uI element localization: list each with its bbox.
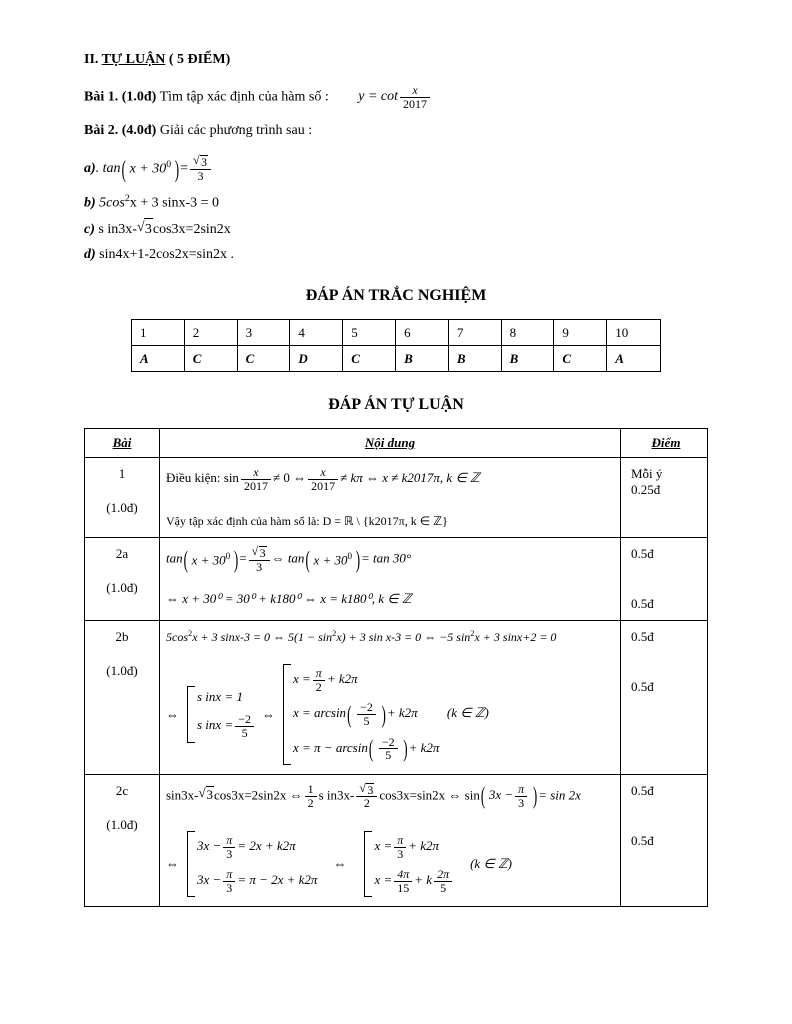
tn-ans-9: C: [554, 346, 607, 372]
row1-frac1-num: x: [253, 465, 259, 480]
row2c-diem1: 0.5đ: [631, 782, 654, 798]
row2b-line1: [166, 629, 614, 645]
row2c-left-1-num: π: [226, 832, 233, 847]
row1-diem: [621, 458, 708, 538]
row2c-iff: ⇔: [166, 856, 179, 872]
row2c-frac2-den: 2: [356, 796, 377, 810]
row2a-paren2: [304, 551, 361, 568]
row2c-bai-point: (1.0đ): [106, 816, 138, 832]
section-rest: ( 5 ĐIỂM): [165, 52, 231, 67]
item-d-tag: d): [84, 247, 96, 263]
row2b-right-2-pre: x = arcsin: [293, 705, 347, 721]
row2c-left-1-pre: 3x −: [197, 838, 222, 854]
row2c-right-2-num: 4π: [397, 867, 410, 882]
row2c-sqrt1: [199, 786, 215, 803]
row2b-system: [166, 663, 614, 766]
item-c-sqrt: [137, 218, 153, 240]
row2b-right-1: [293, 663, 489, 697]
row2a-diem2: 0.5đ: [631, 596, 654, 612]
row1-l1-post: ≠ kπ ⇔ x ≠ k2017π, k ∈ ℤ: [340, 470, 480, 486]
row2b-bai-point: (1.0đ): [106, 663, 138, 679]
tn-ans-5: C: [343, 346, 396, 372]
tn-ans-10: A: [607, 346, 661, 372]
bai1-frac-num: x: [412, 83, 418, 97]
row2b-l1-end: x + 3 sinx+2 = 0: [474, 630, 557, 645]
row2b-right-3-paren: [368, 736, 409, 762]
row2c-frac2: [356, 783, 377, 810]
row2b-left-2-den: 5: [235, 726, 254, 740]
row2c-left-2: [197, 864, 317, 898]
table-row: [85, 774, 708, 907]
tu-luan-title: ĐÁP ÁN TỰ LUẬN: [328, 396, 464, 414]
tn-num-3: 3: [237, 320, 290, 346]
row2c-right-1: [374, 830, 454, 864]
item-a-fraction: [190, 155, 211, 182]
item-c-tag: c): [84, 222, 95, 238]
row1-bai-point: (1.0đ): [106, 500, 138, 516]
trac-nghiem-table: [131, 319, 661, 372]
row2c-right-1-post: + k2π: [408, 838, 440, 854]
section-underline-text: TỰ LUẬN: [101, 52, 166, 67]
row1-frac1-den: 2017: [241, 479, 271, 493]
row2b-left-2-num: −2: [238, 712, 251, 727]
row2b-right-3-post: + k2π: [408, 739, 440, 755]
item-b-rest: x + 3 sinx-3 = 0: [129, 196, 220, 212]
row2b-left-lines: [197, 685, 256, 743]
tn-num-1: 1: [132, 320, 185, 346]
row2c-content: [160, 774, 621, 907]
item-b-sup: 2: [124, 193, 130, 205]
row2b-right-3-den: 5: [379, 748, 398, 762]
row2b-content: [160, 621, 621, 775]
row2c-root2: 3: [367, 782, 374, 797]
row2b-l1-mid: x + 3 sinx-3 = 0 ⇔ 5(1 − sin: [192, 630, 333, 645]
row2b-l1-mid2: x) + 3 sin x-3 = 0 ⇔ −5 sin: [336, 630, 471, 645]
tn-num-9: 9: [554, 320, 607, 346]
row2c-right-2-num2: 2π: [437, 867, 450, 882]
row2a-diem: [621, 538, 708, 621]
row2c-line1: [166, 783, 614, 810]
row2c-right-1-pre: x =: [374, 838, 393, 854]
row2a-bai-point: (1.0đ): [106, 580, 138, 596]
tn-num-7: 7: [448, 320, 501, 346]
row2b-iff2: ⇔: [262, 706, 275, 722]
row2c-arg-pre: 3x −: [488, 787, 514, 803]
row2b-sup2: 2: [332, 629, 337, 639]
row1-bai: [85, 458, 160, 538]
row2a-paren1: [183, 551, 240, 568]
row2a-root: 3: [259, 546, 266, 561]
row2b-l1-pre: 5cos: [166, 630, 188, 645]
item-c-pre: s in3x-: [98, 222, 137, 238]
col-header-noi-dung: Nội dung: [160, 429, 621, 458]
row2b-right-3: [293, 732, 489, 766]
row2b-left-2-pre: s inx =: [197, 717, 234, 733]
bai1-text: Tìm tập xác định của hàm số :: [156, 89, 329, 105]
table-row-answers: [132, 346, 661, 372]
bai1-formula-lhs: y = cot: [358, 89, 398, 105]
section-heading: [84, 52, 708, 68]
row2a-content: [160, 538, 621, 621]
row1-line2: Vậy tập xác định của hàm số là: D = ℝ \ {k2017π, k ∈ ℤ}: [166, 514, 448, 529]
row2b-diem: [621, 621, 708, 775]
row2c-left-2-den: 3: [223, 881, 235, 895]
item-a: [84, 155, 708, 182]
item-a-arg: x + 30: [129, 161, 167, 177]
row2b-right-1-num: π: [315, 666, 322, 681]
bai2-text: Giải các phương trình sau :: [156, 123, 313, 139]
row1-l1-mid: ≠ 0 ⇔: [272, 470, 307, 486]
row2c-iff2: ⇔: [333, 856, 347, 872]
table-row: [85, 621, 708, 775]
row2b-diem1: 0.5đ: [631, 629, 654, 645]
row2c-l1-mid2: s in3x-: [318, 787, 355, 803]
row2b-left-bracket: [185, 685, 256, 743]
row2c-bai-number: 2c: [115, 782, 129, 798]
table-row-numbers: [132, 320, 661, 346]
tn-num-2: 2: [184, 320, 237, 346]
row2b-sup3: 2: [470, 629, 475, 639]
item-b-text: 5cos: [99, 196, 125, 212]
tn-ans-1: A: [132, 346, 185, 372]
item-a-root: 3: [201, 155, 208, 170]
row2b-right-2-num: ( −2: [360, 700, 373, 715]
row2b-bai-number: 2b: [115, 629, 129, 645]
row2b-cond: (k ∈ ℤ): [446, 705, 489, 721]
bai1-score: . (1.0đ): [114, 89, 157, 105]
row2b-right-1-post: + k2π: [326, 671, 358, 687]
row2b-right-1-den: 2: [313, 680, 325, 694]
tn-ans-8: B: [501, 346, 554, 372]
row2a-l1-end: = tan 30°: [361, 550, 412, 566]
row2c-left-1-den: 3: [223, 847, 235, 861]
row2c-left-2-pre: 3x −: [197, 872, 222, 888]
row2a-sup2: 0: [347, 551, 353, 562]
row2c-diem: [621, 774, 708, 907]
row1-content: [160, 458, 621, 538]
item-a-frac-den: 3: [190, 169, 211, 183]
tu-luan-table: [84, 428, 708, 907]
row2b-bai: [85, 621, 160, 775]
tn-ans-2: C: [184, 346, 237, 372]
row2c-right-2-den2: 5: [434, 881, 452, 895]
row2a-line2: ⇔ x + 30⁰ = 30⁰ + k180⁰ ⇔ x = k180⁰, k ∈ ℤ: [166, 591, 412, 607]
row1-bai-number: 1: [118, 466, 126, 482]
trac-nghiem-title: ĐÁP ÁN TRẮC NGHIỆM: [305, 287, 487, 305]
tn-num-5: 5: [343, 320, 396, 346]
tn-ans-4: D: [290, 346, 343, 372]
row2b-right-lines: [293, 663, 489, 766]
row2c-right-bracket: [362, 830, 454, 898]
row2c-left-lines: [197, 830, 317, 898]
row2b-left-2-frac: [235, 713, 254, 739]
row1-diem2: 0.25đ: [631, 482, 661, 498]
row1-diem1: Mỗi ý: [631, 466, 663, 482]
tn-num-10: 10: [607, 320, 661, 346]
row1-line1: [166, 466, 614, 492]
col-header-bai: Bài: [85, 429, 160, 458]
item-d: [84, 244, 708, 265]
row2c-arg-num: π: [518, 782, 525, 797]
row2c-l1-mid3: cos3x=sin2x ⇔ sin: [379, 787, 480, 803]
row2c-right-1-num: π: [397, 832, 404, 847]
item-b-tag: b): [84, 196, 96, 212]
row2a-frac: [249, 546, 270, 573]
item-a-lhs: . tan: [95, 161, 121, 176]
row2c-arg-den: 3: [515, 796, 527, 810]
item-a-sup: 0: [166, 158, 172, 170]
bai2-line: [84, 120, 708, 141]
row2c-right-2-pre: x =: [374, 872, 393, 888]
item-a-paren: [121, 158, 181, 180]
item-d-text: sin4x+1-2cos2x=sin2x .: [99, 247, 234, 263]
tn-ans-6: B: [396, 346, 449, 372]
row2a-sup1: 0: [225, 551, 231, 562]
row2c-cond: (k ∈ ℤ): [470, 856, 513, 872]
row2b-right-bracket: [281, 663, 489, 766]
row2c-right-1-den: 3: [394, 847, 406, 861]
row2a-arg1: x + 30: [191, 552, 226, 568]
row2a-line1: [166, 546, 614, 573]
row2c-frac1: [305, 783, 317, 809]
row2c-l1-pre: sin3x-: [166, 787, 199, 803]
bai2-score: . (4.0đ): [114, 123, 157, 139]
bai2-label: Bài 2: [84, 123, 115, 139]
tn-num-6: 6: [396, 320, 449, 346]
row2b-left-1: s inx = 1: [197, 689, 243, 705]
row2a-diem1: 0.5đ: [631, 546, 654, 562]
bai1-frac-den: 2017: [400, 97, 430, 111]
row2c-frac2-num: [356, 783, 377, 797]
row2c-left-2-num: π: [226, 867, 233, 882]
col-header-diem: Điểm: [621, 429, 708, 458]
row2c-bai: [85, 774, 160, 907]
row1-l1-pre: Điều kiện: sin: [166, 470, 239, 486]
bai1-fraction: [400, 84, 430, 110]
row1-frac1: [241, 466, 271, 492]
item-c: [84, 218, 708, 240]
bai1-line: [84, 84, 708, 110]
row1-frac2-den: 2017: [308, 479, 338, 493]
row2b-right-2-den: 5: [357, 714, 376, 728]
item-c-post: cos3x=2sin2x: [152, 222, 231, 238]
row2a-bai: [85, 538, 160, 621]
row1-frac2-num: x: [320, 465, 326, 480]
row2c-paren: [480, 783, 538, 809]
row2b-right-1-frac: [313, 667, 325, 693]
row2c-left-1-post: = 2x + k2π: [237, 838, 296, 854]
tn-ans-7: B: [448, 346, 501, 372]
row2c-l1-mid: cos3x=2sin2x ⇔: [214, 787, 303, 803]
row2c-right-2-mid: + k: [414, 872, 433, 888]
item-a-eq: =: [180, 161, 189, 176]
row2a-eq: =: [239, 550, 247, 566]
row2b-diem2: 0.5đ: [631, 679, 654, 695]
row2b-right-1-pre: x =: [293, 671, 311, 687]
table-row: [85, 538, 708, 621]
row2b-right-2: [293, 697, 489, 731]
row2c-root1: 3: [206, 787, 213, 803]
row2c-left-bracket: [185, 830, 317, 898]
row2c-right-2: [374, 864, 454, 898]
row2a-arg2: x + 30: [313, 552, 348, 568]
row2c-left-1: [197, 830, 317, 864]
row2b-right-3-num: ( −2: [381, 734, 395, 749]
item-b: [84, 192, 708, 214]
row1-frac2: [308, 466, 338, 492]
row2c-frac1-num: 1: [307, 782, 314, 797]
row2a-frac-den: 3: [249, 560, 270, 574]
bai1-label: Bài 1: [84, 89, 115, 105]
row2c-frac1-den: 2: [305, 796, 317, 810]
row2b-right-2-post: + k2π: [386, 705, 418, 721]
row2b-iff: ⇔: [166, 706, 179, 722]
row2a-l1-a: tan: [166, 550, 183, 566]
row2c-system: [166, 830, 614, 898]
row2b-right-2-paren: [346, 701, 387, 727]
item-c-root: 3: [144, 218, 153, 240]
row2c-right-2-den: 15: [394, 881, 412, 895]
row2c-right-lines: [374, 830, 454, 898]
row2a-bai-number: 2a: [115, 546, 129, 562]
row2c-l1-end: = sin 2x: [538, 787, 581, 803]
row2b-right-3-pre: x = π − arcsin: [293, 739, 368, 755]
row2b-left-2: [197, 709, 256, 743]
item-a-tag: a): [84, 161, 96, 176]
row2b-sup1: 2: [188, 629, 193, 639]
row2c-diem2: 0.5đ: [631, 832, 654, 848]
section-label: II.: [84, 52, 102, 67]
tn-ans-3: C: [237, 346, 290, 372]
row2a-frac-num: [249, 546, 270, 560]
table-row: [85, 458, 708, 538]
tn-num-8: 8: [501, 320, 554, 346]
item-a-frac-num: [190, 155, 211, 169]
tn-num-4: 4: [290, 320, 343, 346]
row2c-left-2-post: = π − 2x + k2π: [237, 872, 318, 888]
row2a-l1-mid: ⇔ tan: [271, 550, 305, 566]
table-header-row: [85, 429, 708, 458]
